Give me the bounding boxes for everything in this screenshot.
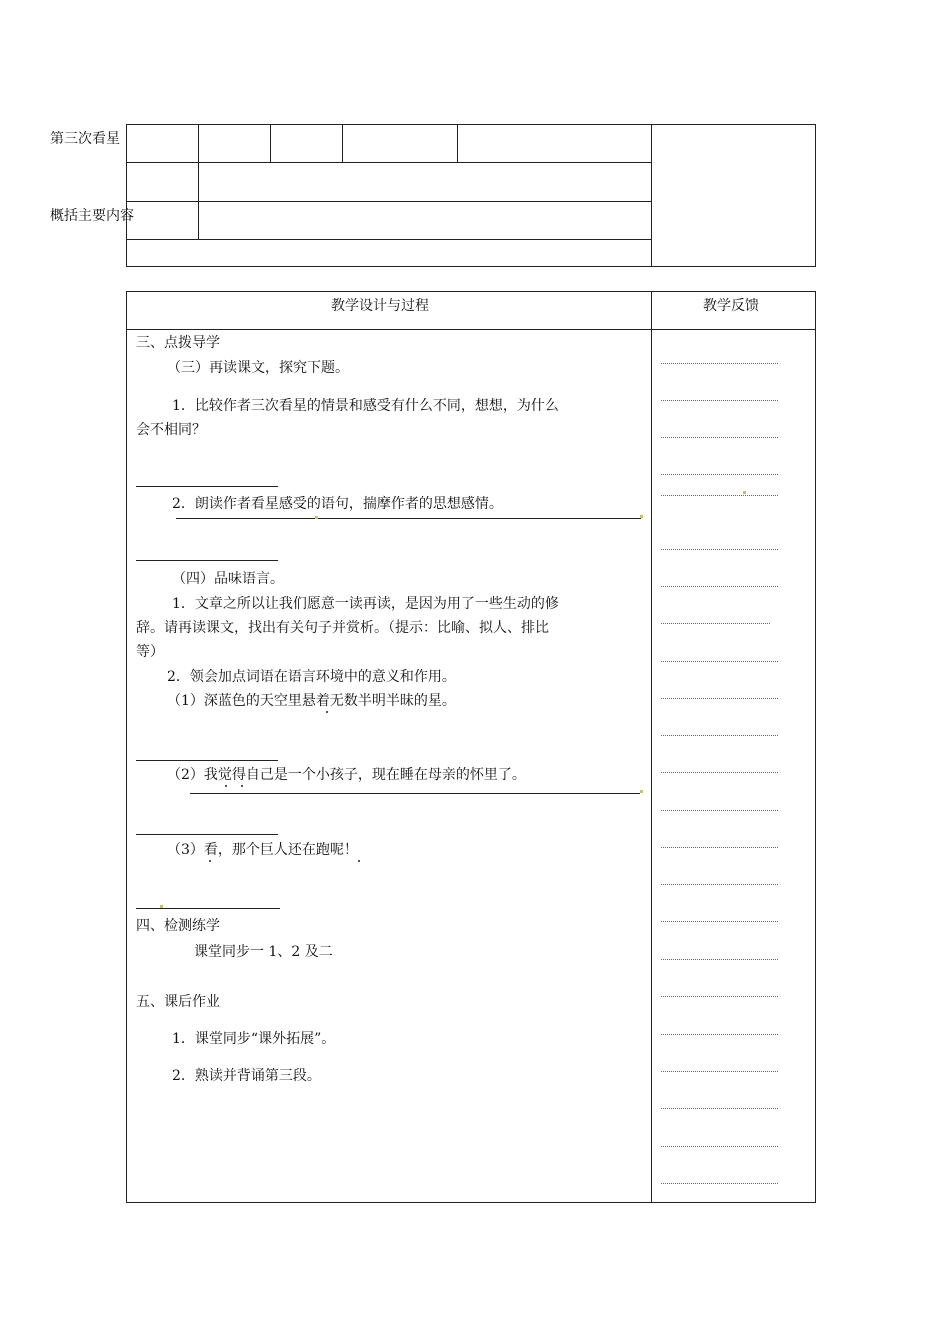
answer-line [136,834,278,835]
emphasis-dot [241,785,243,787]
feedback-line [661,735,778,736]
header-design-process: 教学设计与过程 [331,298,429,314]
top-table-col-line [342,124,343,162]
emphasis-dot [326,711,328,713]
feedback-line [661,1146,778,1147]
answer-line [136,560,278,561]
feedback-line [661,549,778,550]
top-table-row-line [126,162,651,163]
homework-item-2: 2．熟读并背诵第三段。 [172,1068,321,1084]
feedback-line [661,959,778,960]
emphasis-dot [209,860,211,862]
feedback-line [661,921,778,922]
feedback-line [661,847,778,848]
main-table-header-line [126,329,816,330]
subsection-4-heading: （四）品味语言。 [172,571,284,587]
feedback-line [661,400,778,401]
feedback-line [661,772,778,773]
sentence-3: （3）看，那个巨人还在跑呢！ [167,842,358,858]
paragraph-1-line-2: 辞。请再读课文，找出有关句子并赏析。（提示：比喻、拟人、排比 [136,620,549,636]
feedback-line [661,1034,778,1035]
question-1-line-1: 1．比较作者三次看星的情景和感受有什么不同，想想，为什么 [172,398,559,414]
feedback-line [661,623,770,624]
feedback-line [661,495,778,496]
top-table-border [126,124,816,267]
feedback-line [661,586,778,587]
marker [640,515,643,518]
top-table-row-line [126,239,651,240]
row-label-third-look: 第三次看星 [50,131,120,147]
feedback-line [661,1183,778,1184]
main-table-divider [651,291,652,1203]
emphasis-dot [358,860,360,862]
top-table-col-line [198,124,199,239]
question-1-line-2: 会不相同？ [136,422,206,438]
section-3-title: 三、点拨导学 [136,335,220,351]
row-label-summary: 概括主要内容 [50,208,134,224]
marker [315,516,318,519]
feedback-line [661,1071,778,1072]
top-table-col-line [270,124,271,162]
feedback-line [661,884,778,885]
feedback-line [661,474,778,475]
emphasis-dot [225,785,227,787]
marker [640,790,643,793]
answer-line [176,518,641,519]
feedback-line [661,698,778,699]
feedback-line [661,810,778,811]
top-table-row-line [126,201,651,202]
marker [160,905,163,908]
paragraph-1-line-3: 等） [136,644,164,660]
feedback-line [661,661,778,662]
top-table-col-line [457,124,458,162]
feedback-line [661,996,778,997]
answer-line [136,908,280,909]
header-feedback: 教学反馈 [703,298,759,314]
homework-item-1: 1．课堂同步“课外拓展”。 [172,1031,336,1047]
paragraph-1-line-1: 1．文章之所以让我们愿意一读再读，是因为用了一些生动的修 [172,596,559,612]
section-4-item: 课堂同步一 1、2 及二 [194,944,333,960]
answer-line [136,760,278,761]
section-4-title: 四、检测练学 [136,918,220,934]
feedback-line [661,437,778,438]
subsection-3-heading: （三）再读课文，探究下题。 [167,360,349,376]
answer-line [136,486,278,487]
feedback-line [661,1108,778,1109]
question-2: 2．朗读作者看星感受的语句，揣摩作者的思想感情。 [172,496,503,512]
sentence-1: （1）深蓝色的天空里悬着无数半明半昧的星。 [167,693,456,709]
sentence-2: （2）我觉得自己是一个小孩子，现在睡在母亲的怀里了。 [167,767,526,783]
answer-line [190,793,640,794]
section-5-title: 五、课后作业 [136,994,220,1010]
feedback-line [661,363,778,364]
marker [743,491,746,494]
paragraph-2: 2．领会加点词语在语言环境中的意义和作用。 [167,669,456,685]
top-table-divider [651,124,652,267]
